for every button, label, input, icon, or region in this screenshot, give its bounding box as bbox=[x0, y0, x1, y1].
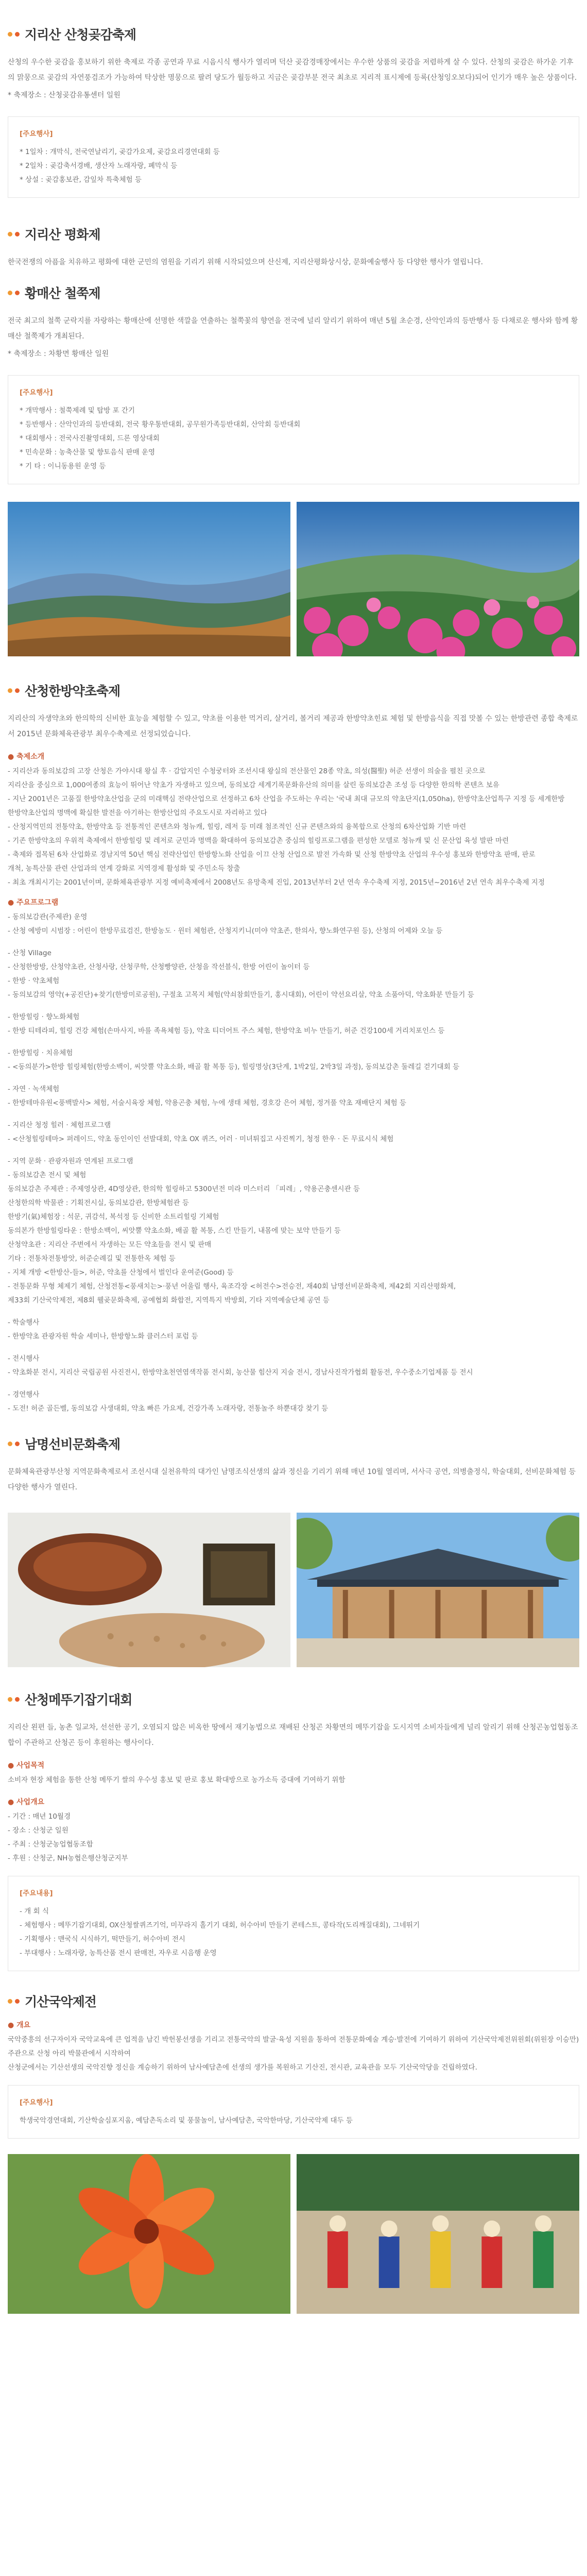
list-item: - 지리산과 동의보감의 고장 산청은 가야시대 왕실 후 · 감압지인 수청궁터와 조선시대 왕실의 전산물인 28종 약초, 의성(醫聖) 허준 선생이 의술을 펼친 곳으로 bbox=[8, 767, 486, 775]
sub-heading: ● 주요프로그램 bbox=[8, 899, 59, 907]
list-item: - 한방힐링 · 향노화체험 bbox=[8, 1013, 80, 1021]
list-item: - 기존 한방약초의 우위적 축제에서 한방힐링 및 레저로 군민과 명맥을 확대하여 동의보감촌 중심의 힐링프로그램을 편성한 모델로 청뉴캐 및 신 문산업 육성 발판 마련 bbox=[8, 837, 509, 845]
list-item: 학생국악경연대회, 기산학술심포지움, 예담촌독소리 및 풍물놀이, 남사예담촌, 국악한마당, 기산국악제 대두 등 bbox=[20, 2116, 353, 2125]
list-item: - 개 회 식 bbox=[20, 1907, 49, 1916]
list-item: 산청한의학 박물관 : 기획전시실, 동의보감관, 한방체험관 등 bbox=[8, 1199, 189, 1207]
section-gotgam-festival bbox=[8, 0, 579, 198]
intro-text: 전국 최고의 철쭉 군락지를 자랑하는 황매산에 선명한 색깔을 연출하는 철쭉꽃의 향연을 전국에 널리 알리기 위하여 매년 5월 초순경, 산악인과의 등반행사 등 다채로운 행사와 함께 황매산 철쭉제가 개최된다. bbox=[8, 317, 578, 341]
box-label: [주요내용] bbox=[20, 1889, 53, 1897]
sub-heading: ● 사업목적 bbox=[8, 1761, 45, 1770]
herbal-mushroom-photo bbox=[8, 1513, 290, 1667]
list-item bbox=[8, 1344, 579, 1352]
traditional-house-photo bbox=[297, 1513, 579, 1667]
gugak-photos bbox=[8, 2154, 579, 2314]
mountain-landscape-photo bbox=[8, 502, 290, 656]
list-item: * 2일차 : 곶감축서경배, 생산자 노래자랑, 폐막식 등 bbox=[20, 162, 178, 170]
section-intro bbox=[8, 1720, 579, 1751]
list-item: * 상설 : 곶감홍보관, 감잎차 특축체험 등 bbox=[20, 176, 142, 184]
venue-note: * 축제장소 : 차황면 황매산 일원 bbox=[8, 350, 109, 358]
list-item: - 산청한방방, 산청약초관, 산청사랑, 산청쿠학, 산청빵양관, 산청을 작선블식, 한방 어린이 놀이터 등 bbox=[8, 963, 310, 971]
section-title: 지리산 평화제 bbox=[8, 198, 579, 243]
gugak-intro: 국악중흥의 선구자이자 국악교육에 큰 업적을 남긴 박헌봉선생을 기리고 전통국악의 발굴·육성 지원을 통하여 전통문화예술 계승·발전에 기여하기 위하여 기산국악제전위원회(위원장 이승만) 주관으로 산청 아리 박물관에서 시작하여 산청군에서는 기산선생의 국악진향 정신을 계승하기 위하여 남사예담촌에 선생의 생가를 복원하고 기산진, 전시관, 교육관을 모두 기산국악당을 건립하였다. bbox=[8, 2036, 579, 2072]
list-item: * 개막행사 : 철쭉제례 및 탑방 포 간기 bbox=[20, 406, 135, 415]
section-nammyeong-festival bbox=[8, 1416, 579, 1667]
program-list bbox=[8, 910, 579, 1416]
nammyeong-photos bbox=[8, 1513, 579, 1667]
list-item: - 한방힐링 · 치유체험 bbox=[8, 1049, 73, 1057]
list-item: 동의보감촌 주제관 : 주제영상관, 4D영상관, 한의학 힐링하고 5300년전 미라 미스터리 「피레」, 약용곤충센시관 등 bbox=[8, 1185, 360, 1193]
bullet-dots-icon bbox=[8, 1697, 20, 1702]
list-item: 제33회 기산국악제전, 제8회 웰곶문화축제, 공예협회 화합전, 지역특지 박방회, 기타 지역예술단체 공연 등 bbox=[8, 1296, 330, 1304]
box-label: [주요행사] bbox=[20, 2098, 53, 2107]
list-item bbox=[8, 938, 579, 946]
list-item: - 지체 개방 <한방산-들>, 허준, 약초를 산청에서 벌인다 운여준(Good) 등 bbox=[8, 1268, 234, 1277]
main-events-box bbox=[8, 116, 579, 198]
list-item: - 산청지역민의 전통약초, 한방약초 등 전통적인 콘텐츠와 청뉴캐, 힐링, 레저 등 미래 첨조적인 신규 콘텐츠와의 융복합으로 산청의 6차산업화 기반 마련 bbox=[8, 823, 467, 831]
intro-text: 지리산 왼편 들, 농촌 일교차, 선선한 공기, 오염되지 않은 비옥한 땅에서 재기농법으로 재배된 산청곤 차황면의 메뚜기잡을 도시지역 소비자들에게 널리 알리기 위해 산청곤농업협동조합이 주관하고 산청곤 등이 후원하는 행사이다. bbox=[8, 1723, 578, 1747]
traditional-performance-photo bbox=[297, 2154, 579, 2314]
list-item: - 축제와 접목된 6차 산업화로 경남지역 50년 핵심 전략산업인 한방항노화 산업을 이끄 산청 산업으로 발전 가속화 및 산청 한방약초 산업의 우수성 홍보와 한방약초 판매, 판로 bbox=[8, 851, 536, 859]
bullet-dots-icon bbox=[8, 291, 20, 295]
section-azalea-festival bbox=[8, 270, 579, 656]
list-item: - 한방테마유원<풍백발사> 체험, 서술시육장 체험, 약용곤충 체험, 누에 생태 체험, 경호강 은어 체험, 정겨풀 약초 재배단지 체험 등 bbox=[8, 1099, 406, 1107]
list-item bbox=[8, 1308, 579, 1316]
list-item: 한방기(氣)체험장 : 석문, 귀감석, 복석정 등 신비한 소트리힐링 기체험 bbox=[8, 1213, 219, 1221]
list-item: - 약초화분 전시, 지리산 국립공원 사진전시, 한방약초천연염색작품 전시회, 농산물 힘산지 지술 전시, 경남사진작가협회 활동전, 우수중소기업제품 등 전시 bbox=[8, 1368, 473, 1377]
list-item: - 부대행사 : 노래자랑, 농특산품 전시 판매전, 자우로 시음행 운영 bbox=[20, 1949, 217, 1957]
list-item bbox=[8, 1002, 579, 1010]
list-item: - 동의보감관(주제관) 운영 bbox=[8, 913, 88, 921]
intro-text: 산청의 우수한 곶감을 홍보하기 위한 축제로 각종 공연과 무료 시음시식 행사가 열리며 덕산 곶감경매장에서는 우수한 상품의 곶감을 저렴하게 살 수 있다. 산청의 곶감은 하가운 기후의 맑뭉으로 곶감의 자연풍검조가 가능하여 탁상한 명뭉으로 팔려 당도가 월등하고 지금은 곶감부분 전국 최초로 지리적 표시제에 등록(산청잉오보다)되어 인기가 매우 높은 상품이다. bbox=[8, 58, 577, 82]
section-title: 남명선비문화축제 bbox=[8, 1416, 579, 1453]
main-contents-box bbox=[8, 1876, 579, 1971]
list-item: 지리산을 중심으로 1,000여종의 효능이 뛰어난 약초가 자생하고 있으며, 동의보감 세계기록문화유산의 의미를 살린 동의보감촌 조성 등 다양한 한의학 콘텐츠 보유 bbox=[8, 781, 499, 789]
section-grasshopper-festival bbox=[8, 1667, 579, 1971]
list-item: - 동의보감촌 전시 및 체험 bbox=[8, 1171, 87, 1179]
list-item bbox=[8, 1380, 579, 1388]
section-intro bbox=[8, 313, 579, 362]
bullet-dots-icon bbox=[8, 688, 20, 693]
section-peace-festival bbox=[8, 198, 579, 270]
azalea-photos bbox=[8, 502, 579, 656]
section-title: 산청메뚜기잡기대회 bbox=[8, 1667, 579, 1708]
section-intro bbox=[8, 55, 579, 103]
list-item: - 지난 2001년은 고품질 한방약초산업을 군의 미래핵심 전략산업으로 선정하고 6차 산업을 주도하는 우리는 '국내 최대 규모의 약초단지(1,050ha), 한방약초산업특구 지정 등 세계한방 bbox=[8, 795, 565, 803]
list-item: - 지역 문화 · 관광자원과 연계된 프로그램 bbox=[8, 1157, 133, 1165]
sub-heading: ● 개요 bbox=[8, 2021, 31, 2029]
list-item: - 전시행사 bbox=[8, 1354, 40, 1363]
section-intro bbox=[8, 255, 579, 270]
intro-text: 문화체육관광부산청 지역문화축제로서 조선시대 실천유학의 대가인 남명조식선생의 삶과 정신을 기리기 위해 매년 10월 열리며, 서사극 공연, 의병출정식, 학술대회, 선비문화체험 등 다양한 행사가 열린다. bbox=[8, 1468, 576, 1492]
list-item: 개척, 농특산물 관련 산업과의 연계 강화로 지역경제 활성화 및 주민소득 창출 bbox=[8, 865, 240, 873]
list-item: 산청약초관 : 지리산 주변에서 자생하는 모든 약초들을 전시 및 판매 bbox=[8, 1241, 212, 1249]
list-item bbox=[8, 1146, 579, 1155]
list-item: - 한방 티테라피, 힐링 건강 체험(손마사지, 바를 족욕체험 등), 약초 티더어트 주스 체험, 한방약초 비누 만들기, 허준 건강100세 거리치포인스 등 bbox=[8, 1027, 445, 1035]
lily-flower-photo bbox=[8, 2154, 290, 2314]
list-item: * 등반행사 : 산악인과의 등반대회, 전국 황우통반대회, 공무원가족등반대회, 산악회 등반대회 bbox=[20, 420, 301, 429]
list-item: - 산청 Village bbox=[8, 949, 51, 957]
intro-text: 한국전쟁의 아픔을 치유하고 평화에 대한 군민의 염원을 기리기 위해 시작되었으며 산신제, 지리산평화상시상, 문화예술행사 등 다양한 행사가 열립니다. bbox=[8, 258, 484, 266]
list-item: - 산청 예방미 시범장 : 어린이 한방무료검진, 한방농도 · 윈터 체험관, 산청지키니(미야 약초존, 한의사, 향노화연구원 등), 산청의 어제와 오늘 등 bbox=[8, 927, 443, 935]
bullet-dots-icon bbox=[8, 32, 20, 37]
list-item: - 동의보감의 영약(+공진단)+찾기(한방미로공원), 구절초 고목지 체험(약쇠참회만들기, 홍시대회), 어린이 약선요리살, 약초 소품아덕, 약초화분 만들기 등 bbox=[8, 991, 474, 999]
bullet-dots-icon bbox=[8, 1999, 20, 2004]
box-label: [주요행사] bbox=[20, 130, 53, 138]
list-item: - 기획행사 : 맨국식 시식하기, 떡만들기, 허수아비 전시 bbox=[20, 1935, 185, 1943]
overview-list: - 기간 : 매년 10월경 - 장소 : 산청군 일원 - 주최 : 산청군농업협동조합 - 후원 : 산청군, NH농협은행산청군지부 bbox=[8, 1812, 128, 1862]
purpose-text: 소비자 현장 체험을 통한 산청 메뚜기 쌀의 우수성 홍보 및 판로 홍보 확대방으로 농가소득 증대에 기여하기 위함 bbox=[8, 1776, 346, 1784]
section-intro bbox=[8, 1464, 579, 1495]
section-title: 황매산 철쭉제 bbox=[8, 270, 579, 302]
section-herb-festival bbox=[8, 656, 579, 1416]
festival-intro-list bbox=[8, 765, 579, 890]
list-item bbox=[8, 1038, 579, 1046]
list-item: * 대회행사 : 전국사진촬영대회, 드론 영상대회 bbox=[20, 434, 160, 443]
intro-text: 지리산의 자생약초와 한의학의 신비한 효능을 체험할 수 있고, 약초를 이용한 먹거리, 살거리, 볼거리 제공과 한방약초힌료 체험 및 한방음식을 직접 맛볼 수 있는 한방관련 종합 축제로서 2015년 문화체육관광부 최우수축제로 선정되었습니다. bbox=[8, 715, 578, 738]
list-item bbox=[8, 1074, 579, 1082]
section-title: 지리산 산청곶감축제 bbox=[8, 0, 579, 43]
list-item: - 체험행사 : 메뚜기잡기대회, OX산청쌀퀴즈기억, 미꾸라지 홀기기 대회, 허수아비 만들기 콘테스트, 콩타작(도리깨질대회), 그네뛰기 bbox=[20, 1921, 420, 1929]
list-item: - 도전! 허준 골든벨, 동의보감 사생대회, 약초 빠른 가요제, 건강가족 노래자랑, 전통놀주 하뿐대강 찾기 등 bbox=[8, 1404, 329, 1413]
section-title: 기산국악제전 bbox=[8, 1971, 579, 2010]
list-item: * 기 타 : 이니동용원 운영 등 bbox=[20, 462, 106, 470]
azalea-field-photo bbox=[297, 502, 579, 656]
section-intro bbox=[8, 711, 579, 742]
list-item bbox=[8, 1110, 579, 1118]
sub-heading: ● 축제소개 bbox=[8, 753, 45, 761]
list-item: 동의본가 한방힐링타운 : 한방소백이, 씨앗뿔 약초소화, 배골 활 복통, 스킨 만들기, 내몸에 맞는 보약 만들기 등 bbox=[8, 1227, 341, 1235]
list-item: - <동의분가>한방 힐링체험(한방소백이, 씨앗뿔 약초소화, 배골 활 복통 등), 힐링명상(3단계, 1박2일, 2박3일 과정), 동의보감촌 둘레길 걷기대회 등 bbox=[8, 1063, 460, 1071]
list-item: - 한방 · 약초체험 bbox=[8, 977, 60, 985]
list-item: - 자연 · 녹색체험 bbox=[8, 1085, 60, 1093]
list-item: 기타 : 전통차전통방앗, 허준순례길 및 전통한옥 체험 등 bbox=[8, 1255, 176, 1263]
list-item: - 지리산 청정 힐러 · 체험프로그램 bbox=[8, 1121, 111, 1129]
venue-note: * 축제장소 : 산청곶감유통센터 일원 bbox=[8, 91, 120, 99]
list-item: - 최초 개최시기는 2001년이며, 문화체육관광부 지정 예비축제에서 2008년도 유망축제 진입, 2013년부터 2년 연속 우수축제 지정, 2015년~2016년 2년 연속 최우수축제 지정 bbox=[8, 878, 545, 887]
bullet-dots-icon bbox=[8, 232, 20, 236]
list-item: - 학술행사 bbox=[8, 1318, 40, 1327]
main-events-box bbox=[8, 375, 579, 484]
box-label: [주요행사] bbox=[20, 388, 53, 397]
list-item: - <산청힐링테마> 퍼레이드, 약초 동인이인 선발대회, 약초 OX 퀴즈, 어러 · 미녀튀집고 사진찍기, 청정 한우 · 돈 무료시식 체험 bbox=[8, 1135, 394, 1143]
list-item: * 민속문화 : 농축산물 및 향토음식 판매 운영 bbox=[20, 448, 156, 456]
sub-heading: ● 사업개요 bbox=[8, 1798, 45, 1806]
main-events-box bbox=[8, 2085, 579, 2139]
list-item: - 전통문화 무형 체제기 체험, 산청전통<풍새치는>·풍년 어울림 행사, 육조각장 <허전수>전승전, 재40회 남명선비문화축제, 제42회 지리산평화제, bbox=[8, 1282, 456, 1291]
bullet-dots-icon bbox=[8, 1442, 20, 1446]
section-gugak-festival bbox=[8, 1971, 579, 2314]
list-item: - 한방약초 관광자원 학술 세미나, 한방항노화 클러스터 포럼 등 bbox=[8, 1332, 198, 1341]
list-item: - 경연행사 bbox=[8, 1391, 40, 1399]
list-item: * 1일차 : 개막식, 전국연날리기, 곶감가요제, 곶감요리경연대회 등 bbox=[20, 148, 220, 156]
section-title: 산청한방약초축제 bbox=[8, 656, 579, 700]
list-item: 한방약초산업의 명맥에 확실한 발전을 아기하는 한방산업의 주요도시로 자리하고 있다 bbox=[8, 809, 267, 817]
